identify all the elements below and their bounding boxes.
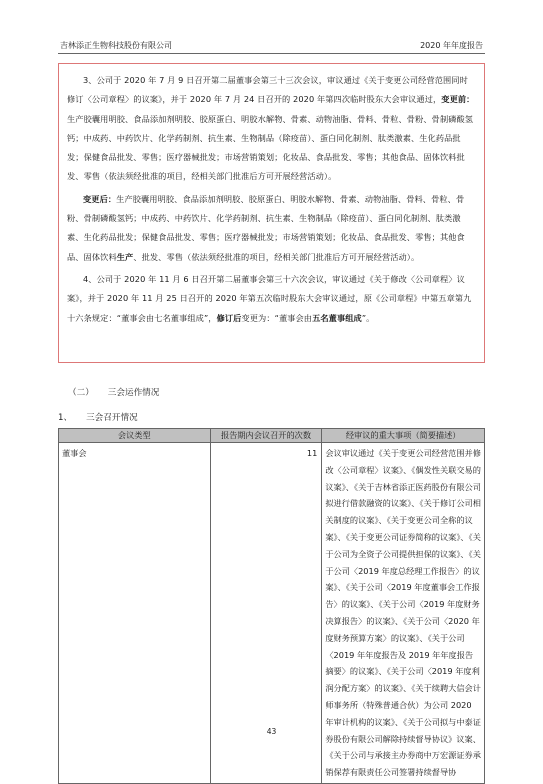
item4-text: 4、公司于 2020 年 11 月 6 日召开第二届董事会第三十六次会议，审议通过《关于修改〈公司章程〉议案》，并于 2020 年 11 月 25 日召开的 2020 年第五次临时股东大会审议通过，原《公司章程》中第五章第九十六条规定：“董事会由七名董事组成”， — [67, 273, 472, 323]
table-header-row — [59, 429, 485, 443]
page-header — [58, 40, 485, 52]
section-2-title: 三会运作情况 — [107, 388, 160, 398]
cell-matters: 会议审议通过《关于变更公司经营范围并修改〈公司章程〉议案》、《偶发性关联交易的议案》、《关于吉林省添正医药股份有限公司拟进行借款融资的议案》、《关于修订公司相关制度的议案》、《关于变更公司全称的议案》、《关于变更公司证券简称的议案》、《关于公司为全资子公司提供担保的议案》、《关于公司〈2019 年度总经理工作报告〉的议案》、《关于公司〈2019 年度董事会工作报告〉的议案》、《关于公司〈2019 年度财务决算报告〉的议案》、《关于公司〈2020 年度财务预算方案〉的议案》、《关于公司〈2019 年年度报告及 2019 年年度报告摘要〉的议案》、《关于公司〈2019 年度利润分配方案〉的议案》、《关于续聘大信会计师事务所（特殊普通合伙）为公司 2020 年审计机构的议案》、《关于公司拟与中泰证券股份有限公司解除持续督导协议》议案、《关于公司与承接主办券商中万宏源证券承销保荐有限责任公司签署持续督导协 — [322, 443, 485, 784]
item4-bold: 修订后 — [216, 312, 242, 323]
item4-mid: 变更为：“董事会由 — [241, 312, 313, 323]
section-2-1-number: 1、 — [58, 413, 73, 423]
item4-end: ”。 — [361, 312, 375, 323]
cell-count: 11 — [210, 443, 322, 784]
header-company: 吉林添正生物科技股份有限公司 — [60, 41, 172, 50]
section-2-number: （二） — [68, 388, 94, 398]
header-count: 报告期内会议召开的次数 — [210, 429, 322, 443]
header-rule — [58, 53, 485, 54]
item3-bold: 变更前： — [441, 94, 475, 105]
item3-text: 3、公司于 2020 年 7 月 9 日召开第二届董事会第三十三次会议，审议通过《关于变更公司经营范围同时修订〈公司章程〉的议案》，并于 2020 年 7 月 24 日召开的 2020 年第四次临时股东大会审议通过， — [67, 75, 468, 105]
paragraph-after — [67, 190, 476, 267]
page-number: 43 — [266, 727, 277, 736]
header-report: 2020 年年度报告 — [420, 41, 483, 50]
after-bold: 变更后： — [83, 193, 117, 204]
paragraph-item4 — [67, 270, 476, 328]
section-heading-2 — [68, 386, 159, 398]
header-matters: 经审议的重大事项（简要描述） — [322, 429, 485, 443]
before-text: 生产胶囊用明胶、食品添加剂明胶、胶原蛋白、明胶水解物、骨素、动物油脂、骨料、骨粒、骨粉、骨制磷酸氢钙；中成药、中药饮片、化学药制剂、抗生素、生物制品（除疫苗）、蛋白同化制剂、肽类激素、生化药品批发；保健食品批发、零售；医疗器械批发；市场营销策划；化妆品、食品批发、零售；其他食品、固体饮料批发、零售（依法须经批准的项目，经相关部门批准后方可开展经营活动）。 — [67, 113, 474, 182]
after-bold2: 生产 — [116, 251, 134, 262]
highlighted-box — [58, 63, 485, 363]
paragraph-item3 — [67, 71, 476, 187]
cell-meeting-type: 董事会 — [59, 443, 211, 784]
after-text: 生产胶囊用明胶、食品添加剂明胶、胶原蛋白、明胶水解物、骨素、动物油脂、骨料、骨粒、骨粉、骨制磷酸氢钙；中成药、中药饮片、化学药制剂、抗生素、生物制品（除疫苗）、蛋白同化制剂、肽类激素、生化药品批发；保健食品批发、零售；医疗器械批发；市场营销策划；化妆品、食品批发、零售；其他食品、固体饮料 — [67, 193, 465, 262]
item4-bold2: 五名董事组成 — [312, 312, 362, 323]
header-meeting-type: 会议类型 — [59, 429, 211, 443]
section-2-1-title: 三会召开情况 — [86, 413, 138, 423]
section-heading-2-1 — [58, 411, 138, 423]
after-tail: 、批发、零售（依法须经批准的项目，经相关部门批准后方可开展经营活动）。 — [133, 251, 420, 262]
